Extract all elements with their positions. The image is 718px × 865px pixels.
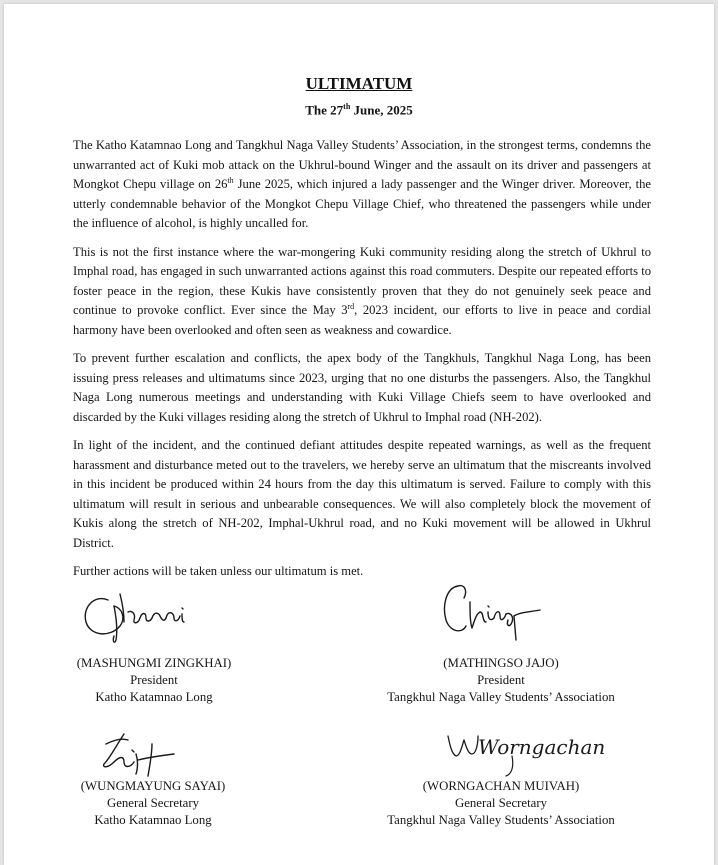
date-suffix: June, 2025 — [350, 102, 413, 118]
signatory-block-jajo — [372, 655, 630, 706]
signatory-org: Tangkhul Naga Valley Students’ Association — [387, 813, 615, 827]
paragraph-text: In light of the incident, and the continued defiant attitudes despite repeated warnings, as well as the frequent harassment and disturbance meted out to the travelers, we hereby serve an ultimatum that the miscreants involved in this incident be produced within 24 hours from the day this ultimatum is served. Failure to comply with this ultimatum will result in serious and unbearable consequences. We will also completely block the movement of Kukis along the stretch of NH-202, Imphal-Ukhrul road, and no Kuki movement will be allowed in Ukhrul District. — [73, 438, 651, 551]
paragraph-text-continued: June 2025, which injured a lady passenger and the Winger driver. Moreover, the utterly condemnable behavior of the Mongkot Chepu Village Chief, who threatened the passengers while under the influence of alcohol, is highly uncalled for. — [73, 177, 651, 231]
paragraph-text-continued: , 2023 incident, our efforts to live in peace and cordial harmony have been overlooked and often seen as weakness and cowardice. — [73, 303, 651, 337]
paragraph-sup: th — [227, 176, 234, 185]
paragraph-text: This is not the first instance where the war-mongering Kuki community residing along the stretch of Ukhrul to Imphal road, has engaged in such unwarranted actions against this road commuters. Despite our repeated efforts to foster peace in the region, these Kukis have consistently proven that they do not genuinely seek peace and continue to provoke conflict. Ever since the May 3 — [73, 244, 651, 318]
date-prefix: The 27 — [305, 102, 344, 118]
paragraph-history — [73, 243, 651, 341]
signatory-block-muivah — [372, 778, 630, 829]
paragraph-sup: rd — [347, 302, 355, 312]
signatory-role: President — [477, 673, 525, 687]
signatory-name: (WORNGACHAN MUIVAH) — [422, 779, 580, 793]
signatory-name: (MATHINGSO JAJO) — [443, 656, 559, 670]
document-body — [73, 136, 651, 590]
paragraph-text: To prevent further escalation and conflicts, the apex body of the Tangkhuls, Tangkhul Naga Long, has been issuing press releases and ultimatums since 2023, urging that no one disturbs the passengers. Also, the Tangkhul Naga Long numerous meetings and understanding with Kuki Village Chiefs seem to have overlooked and discarded by the Kuki villages residing along the stretch of Ukhrul to Imphal road (NH-202). — [73, 351, 651, 424]
signatory-name: (MASHUNGMI ZINGKHAI) — [76, 656, 232, 670]
signatory-org: Tangkhul Naga Valley Students’ Association — [387, 690, 615, 704]
signature-muivah-lettering: Worngachan — [478, 735, 606, 759]
signatory-name: (WUNGMAYUNG SAYAI) — [80, 779, 226, 793]
signatory-role: General Secretary — [454, 796, 547, 810]
signature-sayai-image — [96, 730, 184, 780]
signatory-org: Katho Katamnao Long — [94, 813, 212, 827]
signatory-role: President — [130, 673, 178, 687]
signatory-block-zingkhai — [66, 655, 242, 706]
signature-jajo-image — [436, 576, 546, 648]
document-title: ULTIMATUM — [305, 74, 413, 93]
signatory-org: Katho Katamnao Long — [95, 690, 213, 704]
paragraph-closing — [73, 562, 651, 582]
document-date — [4, 102, 714, 118]
paragraph-ultimatum — [73, 436, 651, 554]
paragraph-text: Further actions will be taken unless our ultimatum is met. — [73, 564, 364, 579]
document-page — [4, 4, 714, 865]
signature-muivah-image — [440, 726, 606, 782]
paragraph-text: The Katho Katamnao Long and Tangkhul Naga Valley Students’ Association, in the strongest terms, condemns the unwarranted act of Kuki mob attack on the Ukhrul-bound Winger and the assault on its driver and passengers at Mongkot Chepu village on 26 — [73, 138, 651, 192]
signatory-role: General Secretary — [106, 796, 199, 810]
date-suffix-sup: th — [343, 102, 351, 111]
paragraph-condemnation — [73, 136, 651, 234]
paragraph-prevention — [73, 349, 651, 427]
signature-zingkhai-image — [78, 582, 208, 648]
signatory-block-sayai — [60, 778, 246, 829]
